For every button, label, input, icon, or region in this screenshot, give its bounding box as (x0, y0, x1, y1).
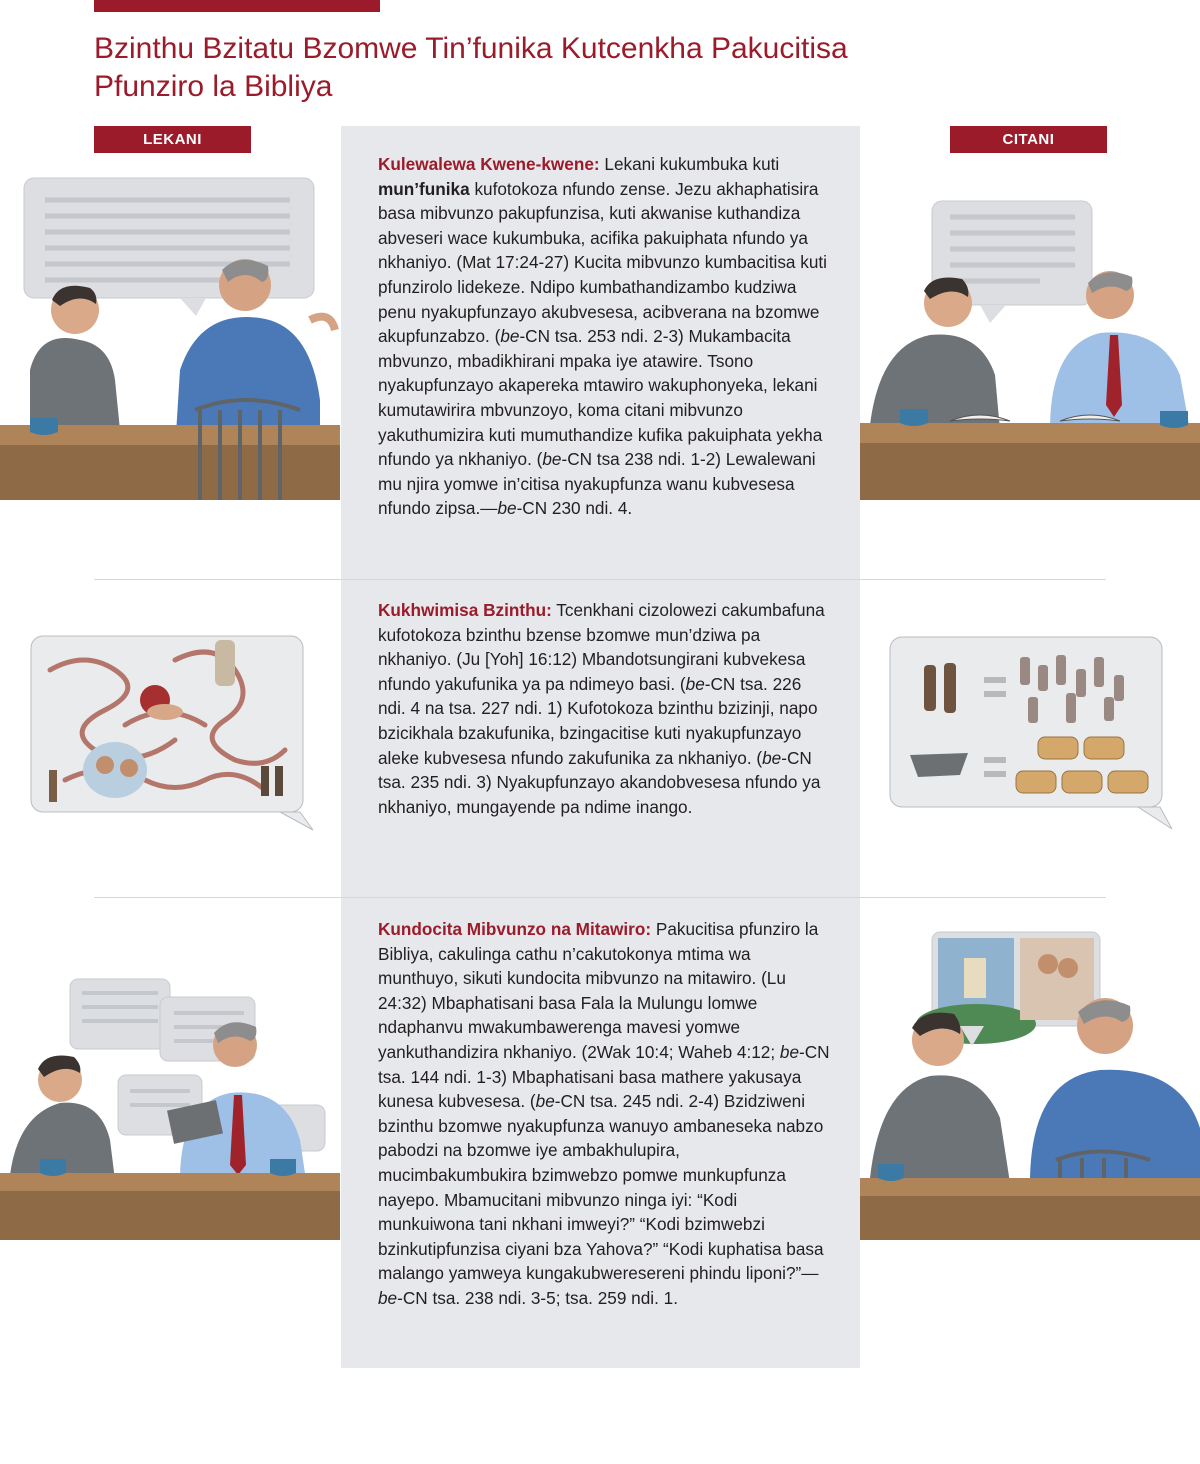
text-run: Lekani kukumbuka kuti (599, 154, 780, 174)
section-3-text (378, 917, 832, 1311)
section-3-heading: Kundocita Mibvunzo na Mitawiro: (378, 919, 652, 939)
text-run: Pakucitisa pfunziro la Bibliya, cakulinga cathu n’cakutokonya mtima wa munthuyo, sikuti kundocita mibvunzo na mitawiro. (Lu 24:32) Mbaphatisani basa Fala la Mulungu lomwe ndaphanvu mwakumbawerenga mavesi yomwe yankuthandizira nkhaniyo. (2Wak 10:4; Waheb 4:12; (378, 919, 819, 1062)
text-run: -CN tsa. 238 ndi. 3-5; tsa. 259 ndi. 1. (397, 1287, 679, 1308)
italic-ref: be (779, 1041, 800, 1062)
page-title (94, 30, 994, 106)
section-1-heading: Kulewalewa Kwene-kwene: (378, 154, 600, 174)
italic-ref: be (762, 747, 782, 768)
title-line-1: Bzinthu Bzitatu Bzomwe Tin’funika Kutcenkha Pakucitisa (94, 32, 848, 65)
italic-ref: be (542, 449, 562, 470)
illustration-lekani-1 (0, 170, 340, 500)
text-run: -CN tsa. 245 ndi. 2-4) Bzidziweni bzinthu bzomwe nyakupfunza wanuyo ambaneseka nabzo pabodzi na bzomwe iye ambakhulupira, mucimbakumbukira bzimwebzo pomwe munkupfunza nayepo. Mbamucitani mibvunzo ninga iyi: “Kodi munkuiwona tani nkhani imweyi?” “Kodi bzimwebzi bzinkutipfunzisa ciyani bza Yahova?” “Kodi kuphatisa basa malango yamweya kungakubweresereni phindu liponi?”— (378, 1091, 824, 1284)
text-run: Tcenkhani cizolowezi cakumbafuna kufotokoza bzinthu bzense bzomwe mun’dziwa pa nkhaniyo. (Ju [Yoh] 16:12) Mbandotsungirani kubvekesa nfundo yakufunika ya pa ndimeyo basi. ( (378, 600, 825, 694)
citani-label: CITANI (950, 126, 1107, 153)
section-divider (94, 897, 1106, 898)
section-divider (94, 579, 1106, 580)
illustration-lekani-3 (0, 975, 340, 1240)
text-run: -CN tsa. 253 ndi. 2-3) Mukambacita mbvunzo, mbadikhirani mpaka iye atawire. Tsono nyakupfunzayo akapereka mtawiro wakuphonyeka, lekani kumutawirira mbvunzoyo, koma citani mibvunzo yakuthumizira kuti mumuthandize kufika pakuiphata yekha nfundo ya nkhaniyo. ( (378, 326, 823, 470)
italic-ref: be (535, 1091, 555, 1112)
illustration-lekani-2 (25, 630, 325, 835)
text-run: -CN 230 ndi. 4. (516, 498, 633, 519)
section-1-text (378, 152, 832, 521)
section-2-heading: Kukhwimisa Bzinthu: (378, 600, 552, 620)
illustration-citani-3 (860, 928, 1200, 1240)
illustration-citani-1 (860, 195, 1200, 500)
italic-ref: be (497, 498, 517, 519)
title-line-2: Pfunziro la Bibliya (94, 70, 333, 103)
section-2-text (378, 598, 832, 819)
lekani-label: LEKANI (94, 126, 251, 153)
illustration-citani-2 (888, 635, 1180, 835)
text-run: -CN tsa. 235 ndi. 3) Nyakupfunzayo akandobvesesa nfundo ya nkhaniyo, mungayende pa ndime inango. (378, 747, 821, 817)
italic-ref: be (378, 1287, 398, 1308)
text-run: -CN tsa 238 ndi. 1-2) Lewalewani mu njira yomwe in’citisa nyakupfunza wanu kubvesesa nfundo zipsa.— (378, 449, 816, 519)
italic-ref: be (685, 673, 705, 694)
text-run: -CN tsa. 226 ndi. 4 na tsa. 227 ndi. 1) Kufotokoza bzinthu bzizinji, napo bzicikhala bzakufunika, bzingacitise kuti nyakupfunzayo aleke kubvesesa nfundo zakufunika za nkhaniyo. ( (378, 673, 818, 768)
text-run: kufotokoza nfundo zense. Jezu akhaphatisira basa mibvunzo pakupfunzisa, kuti akwanise kuthandiza abveseri wace kukumbuka, acifika pakuiphata nfundo ya nkhaniyo. (Mat 17:24-27) Kucita mibvunzo kumbacitisa kuti pfunzirolo lidekeze. Ndipo kumbathandizambo kudziwa penu nyakupfunzayo akubvesesa, acibverana na bzomwe akupfunzabzo. ( (378, 178, 827, 347)
text-run: -CN tsa. 144 ndi. 1-3) Mbaphatisani basa mathere yakusaya kunesa kubvesesa. ( (378, 1041, 830, 1112)
italic-ref: be (500, 326, 520, 347)
top-accent-bar (94, 0, 380, 12)
bold-text: mun’funika (378, 178, 470, 199)
